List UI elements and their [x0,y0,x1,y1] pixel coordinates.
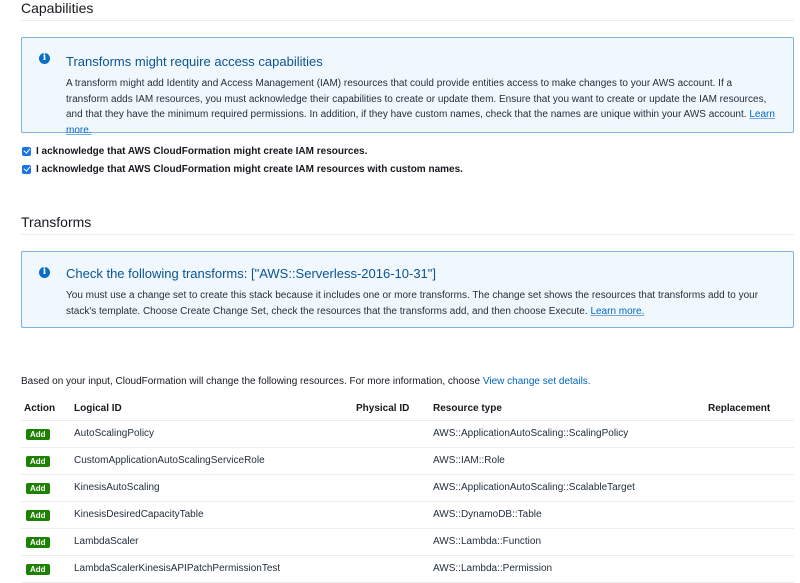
capabilities-info-box [21,37,794,136]
column-logical-id: Logical ID [74,403,122,414]
capabilities-divider [21,20,794,21]
change-set-intro [21,376,591,387]
action-add-badge: Add [26,510,50,521]
logical-id-cell: KinesisAutoScaling [74,482,160,493]
change-set-intro-text: Based on your input, CloudFormation will change the following resources. For more information, choose [21,376,481,387]
capabilities-info-body [66,76,775,138]
resource-type-cell: AWS::Lambda::Function [433,536,542,547]
info-icon: i [39,267,50,278]
column-replacement: Replacement [708,403,771,414]
capabilities-info-title: Transforms might require access capabilities [66,54,323,69]
column-action: Action [24,403,56,414]
transforms-info-text: You must use a change set to create this stack because it includes one or more transforms. The change set shows the resources that transforms add to your stack's template. Choose Create Change Set, check the resources that the transforms add, and then choose Execute. [66,290,759,317]
table-row [21,556,794,583]
acknowledge-iam-checkbox[interactable] [22,147,31,156]
action-add-badge: Add [26,537,50,548]
transforms-info-body [66,288,775,319]
resource-type-cell: AWS::IAM::Role [433,455,505,466]
table-row [21,421,794,448]
column-physical-id: Physical ID [356,403,410,414]
column-resource-type: Resource type [433,403,502,414]
resource-type-cell: AWS::ApplicationAutoScaling::ScalableTarget [433,482,635,493]
acknowledge-iam-row[interactable] [22,144,367,158]
transforms-info-box [21,251,794,328]
view-change-set-details-link[interactable]: View change set details. [482,376,591,387]
logical-id-cell: LambdaScaler [74,536,139,547]
transforms-divider [21,234,794,235]
table-header [21,398,794,421]
resource-type-cell: AWS::DynamoDB::Table [433,509,542,520]
logical-id-cell: AutoScalingPolicy [74,428,155,439]
action-add-badge: Add [26,564,50,575]
capabilities-heading: Capabilities [21,0,94,16]
table-row [21,529,794,556]
acknowledge-custom-names-label[interactable]: I acknowledge that AWS CloudFormation might create IAM resources with custom names. [36,163,463,175]
acknowledge-custom-names-checkbox[interactable] [22,165,31,174]
info-icon: i [39,53,50,64]
action-add-badge: Add [26,483,50,494]
transforms-heading: Transforms [21,214,92,230]
transforms-info-title: Check the following transforms: ["AWS::Serverless-2016-10-31"] [66,266,437,281]
logical-id-cell: KinesisDesiredCapacityTable [74,509,204,520]
logical-id-cell: CustomApplicationAutoScalingServiceRole [74,455,265,466]
action-add-badge: Add [26,456,50,467]
acknowledge-custom-names-row[interactable] [22,162,463,176]
resource-type-cell: AWS::Lambda::Permission [433,563,553,574]
changes-table [21,398,794,583]
table-row [21,448,794,475]
table-row [21,502,794,529]
acknowledge-iam-label[interactable]: I acknowledge that AWS CloudFormation might create IAM resources. [36,145,368,157]
capabilities-info-text: A transform might add Identity and Access Management (IAM) resources that could provide entities access to make changes to your AWS account. If a transform adds IAM resources, you must acknowledge their capabilities to create or update them. Ensure that you want to create or update the IAM resources, and that they have the minimum required permissions. In addition, if they have custom names, check that the names are unique within your AWS account. [66,78,767,120]
logical-id-cell: LambdaScalerKinesisAPIPatchPermissionTest [74,563,281,574]
transforms-learn-more-link[interactable]: Learn more. [590,305,645,317]
table-row [21,475,794,502]
resource-type-cell: AWS::ApplicationAutoScaling::ScalingPolicy [433,428,629,439]
capabilities-learn-more-link[interactable]: Learn more. [66,109,775,136]
action-add-badge: Add [26,429,50,440]
